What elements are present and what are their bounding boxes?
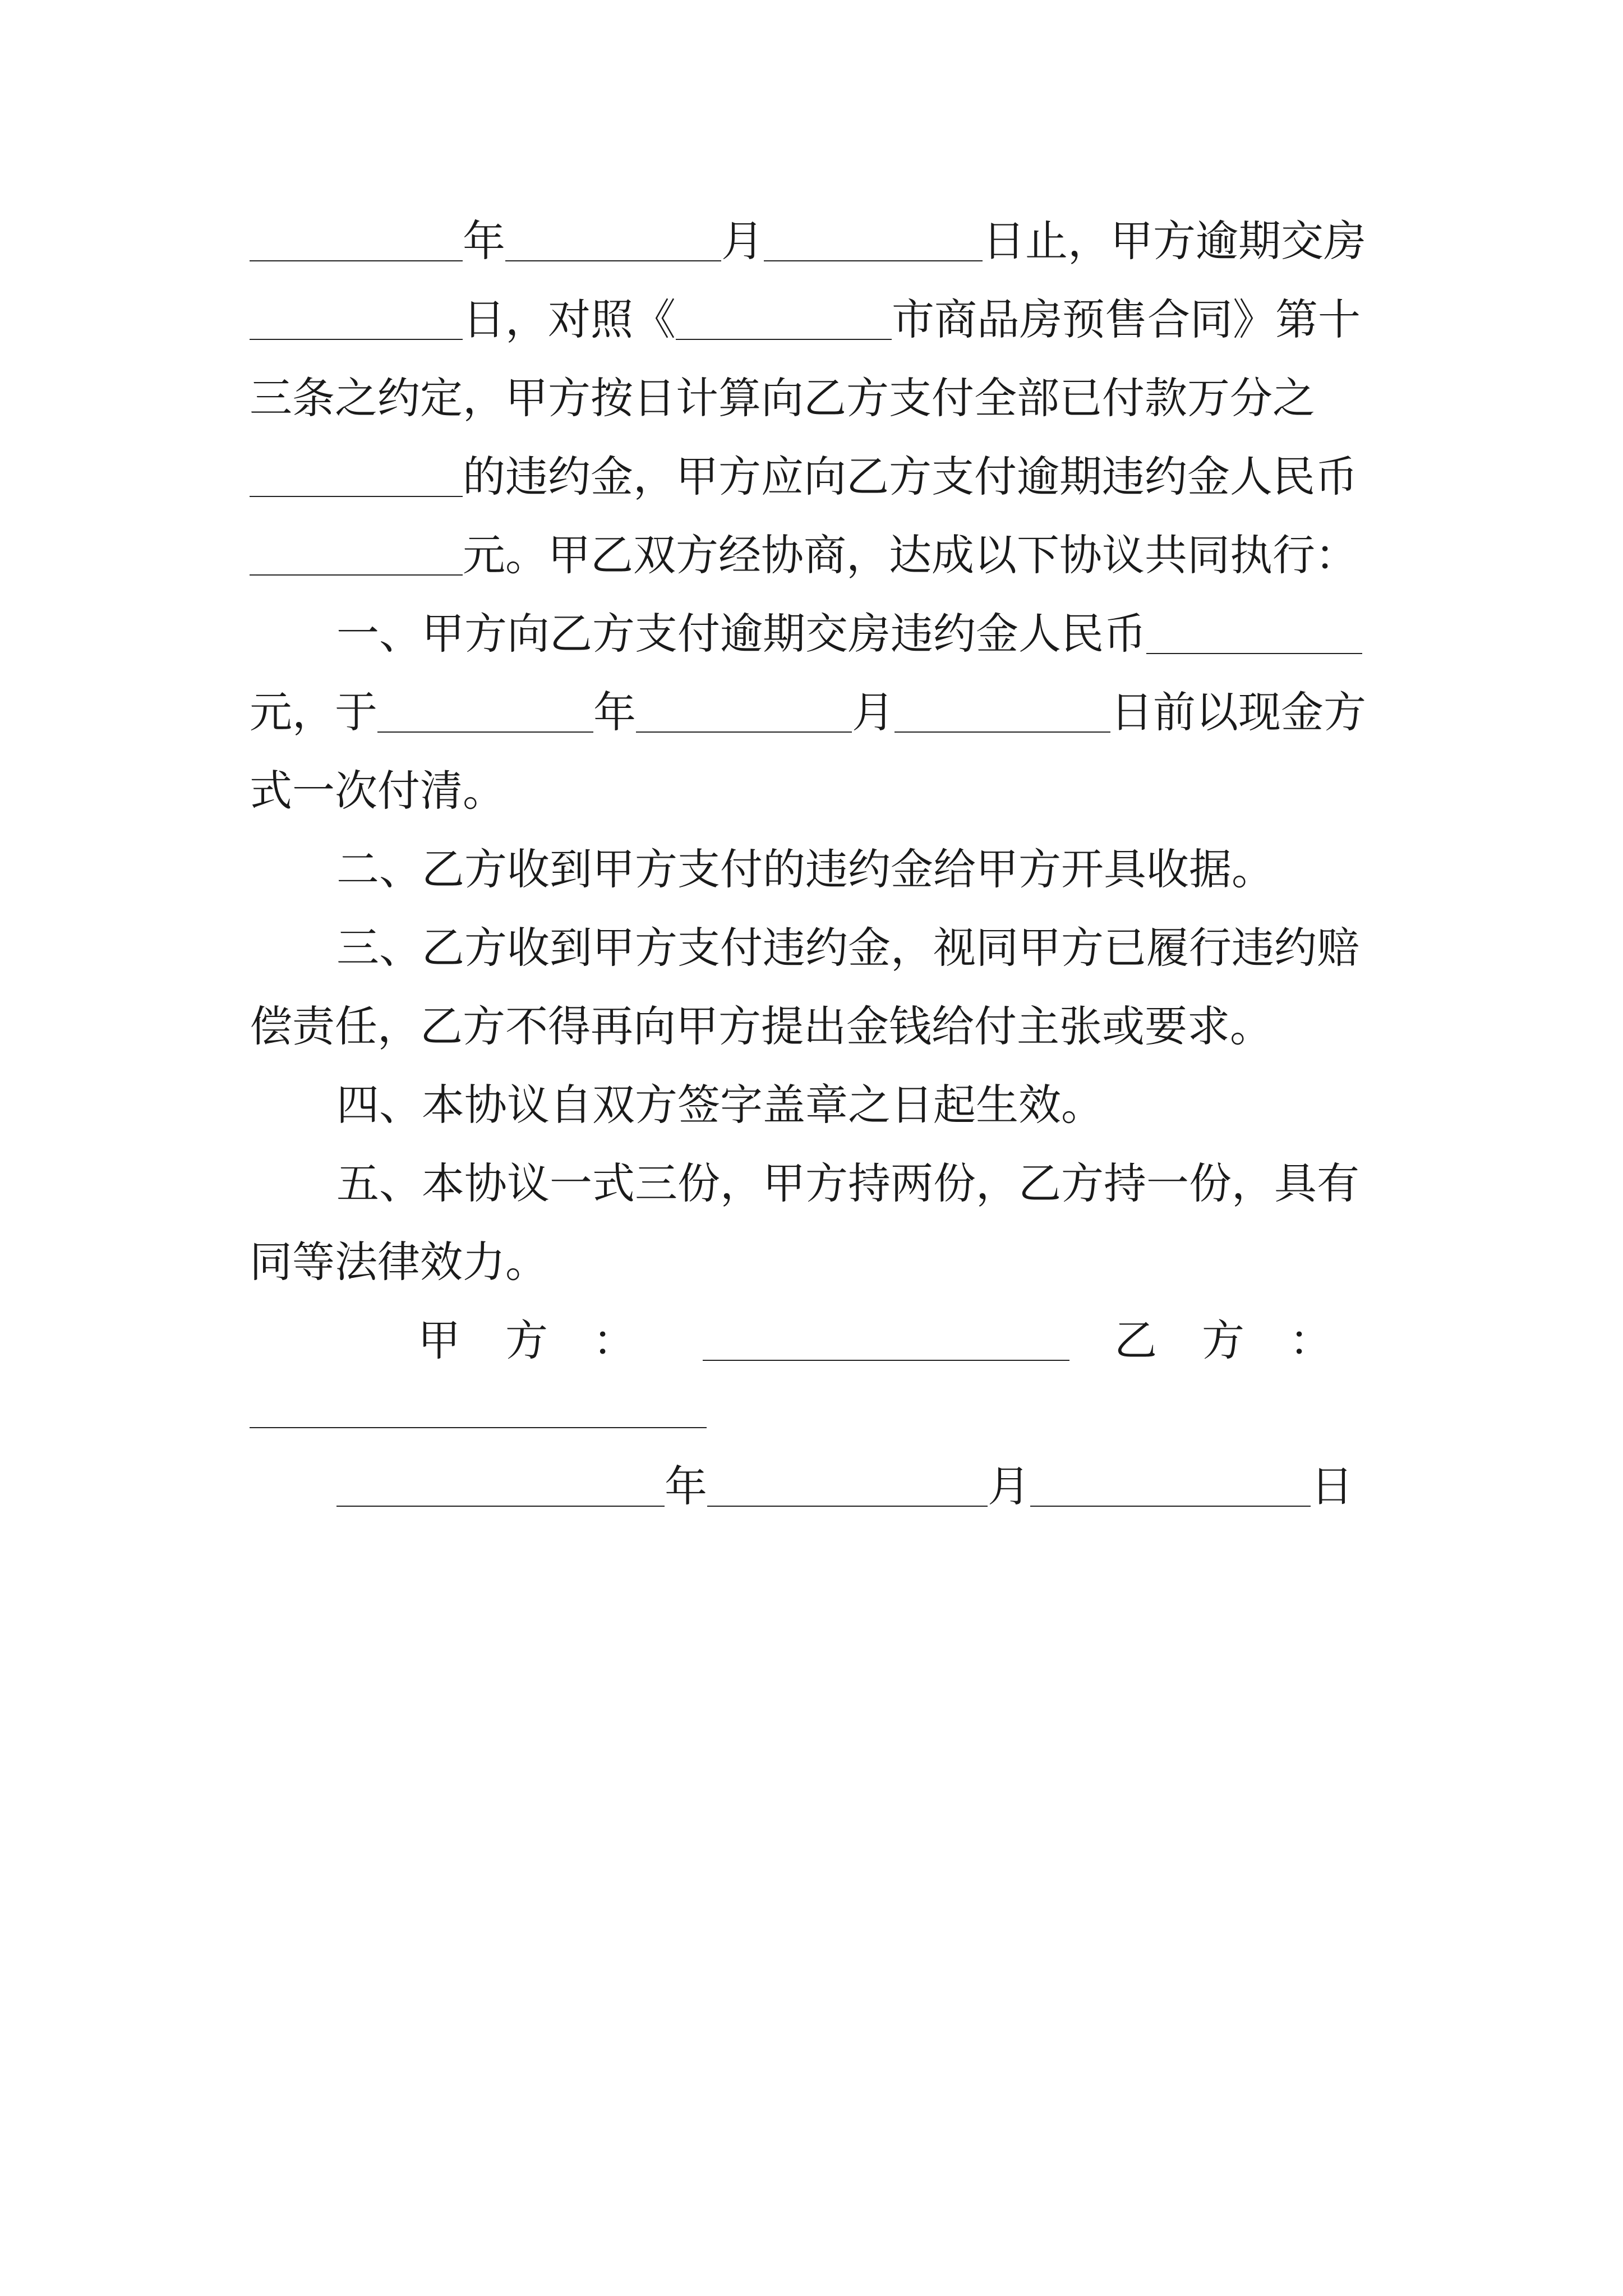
year-blank xyxy=(250,260,463,261)
intro-line-4 xyxy=(250,438,1382,516)
clause-3-line-2 xyxy=(250,987,1382,1066)
clause-1-line-2 xyxy=(250,673,1382,752)
amount-blank xyxy=(250,574,463,576)
intro-text-3: 三条之约定，甲方按日计算向乙方支付全部已付款万分之 xyxy=(250,373,1315,423)
party-b-signature-line xyxy=(250,1369,1382,1447)
overdue-days-blank xyxy=(250,339,463,340)
date-month-text: 月 xyxy=(988,1461,1030,1511)
signature-row xyxy=(418,1301,1377,1380)
clause-1-amount-blank xyxy=(1146,653,1362,654)
clause-5-line-1 xyxy=(336,1144,1382,1223)
date-month-blank xyxy=(707,1506,988,1507)
intro-text-2b: 市商品房预售合同》第十 xyxy=(892,295,1361,344)
clause-4-text: 四、本协议自双方签字盖章之日起生效。 xyxy=(336,1080,1104,1130)
month-text: 月 xyxy=(721,216,764,266)
clause-1-text-2c: 月 xyxy=(852,687,895,737)
day-blank xyxy=(764,260,983,261)
clause-5-text-1: 五、本协议一式三份，甲方持两份，乙方持一份，具有 xyxy=(336,1158,1359,1208)
clause-5-text-2: 同等法律效力。 xyxy=(250,1237,548,1287)
clause-3-text-1: 三、乙方收到甲方支付违约金，视同甲方已履行违约赔 xyxy=(336,923,1359,973)
clause-1-year-blank xyxy=(377,731,593,733)
intro-text-1: 日止，甲方逾期交房 xyxy=(983,216,1366,266)
date-row xyxy=(336,1447,1368,1526)
intro-line-2 xyxy=(250,280,1382,359)
clause-1-text-1: 一、甲方向乙方支付逾期交房违约金人民币 xyxy=(336,609,1146,659)
intro-line-5 xyxy=(250,516,1382,595)
date-year-blank xyxy=(336,1506,665,1507)
clause-3-text-2: 偿责任，乙方不得再向甲方提出金钱给付主张或要求。 xyxy=(250,1001,1272,1051)
intro-text-5: 元。甲乙双方经协商，达成以下协议共同执行： xyxy=(463,530,1358,580)
clause-1-day-blank xyxy=(895,731,1110,733)
date-year-text: 年 xyxy=(665,1461,707,1511)
clause-1-month-blank xyxy=(636,731,852,733)
date-day-text: 日 xyxy=(1311,1461,1353,1511)
clause-4-line xyxy=(336,1066,1382,1144)
intro-text-2a: 日，对照《 xyxy=(463,295,676,344)
clause-1-text-2a: 元，于 xyxy=(250,687,377,737)
intro-text-4: 的违约金，甲方应向乙方支付逾期违约金人民币 xyxy=(463,452,1358,501)
clause-5-line-2 xyxy=(250,1223,1382,1301)
clause-1-text-3: 式一次付清。 xyxy=(250,766,505,816)
clause-2-line xyxy=(336,830,1382,909)
clause-1-text-2d: 日前以现金方 xyxy=(1110,687,1366,737)
rate-blank xyxy=(250,496,463,497)
clause-1-text-2b: 年 xyxy=(593,687,636,737)
month-blank xyxy=(505,260,721,261)
city-blank xyxy=(676,339,892,340)
intro-line-1 xyxy=(250,202,1382,280)
date-day-blank xyxy=(1030,1506,1311,1507)
year-text: 年 xyxy=(463,216,505,266)
clause-1-line-1 xyxy=(336,595,1382,673)
party-b-label: 乙方： xyxy=(1114,1315,1377,1365)
party-b-signature-blank xyxy=(250,1427,707,1428)
clause-3-line-1 xyxy=(336,909,1382,987)
clause-1-line-3 xyxy=(250,752,1382,830)
party-a-signature-blank xyxy=(703,1360,1069,1361)
party-a-label: 甲方： xyxy=(418,1315,680,1365)
clause-2-text: 二、乙方收到甲方支付的违约金给甲方开具收据。 xyxy=(336,844,1274,894)
intro-line-3 xyxy=(250,359,1382,438)
